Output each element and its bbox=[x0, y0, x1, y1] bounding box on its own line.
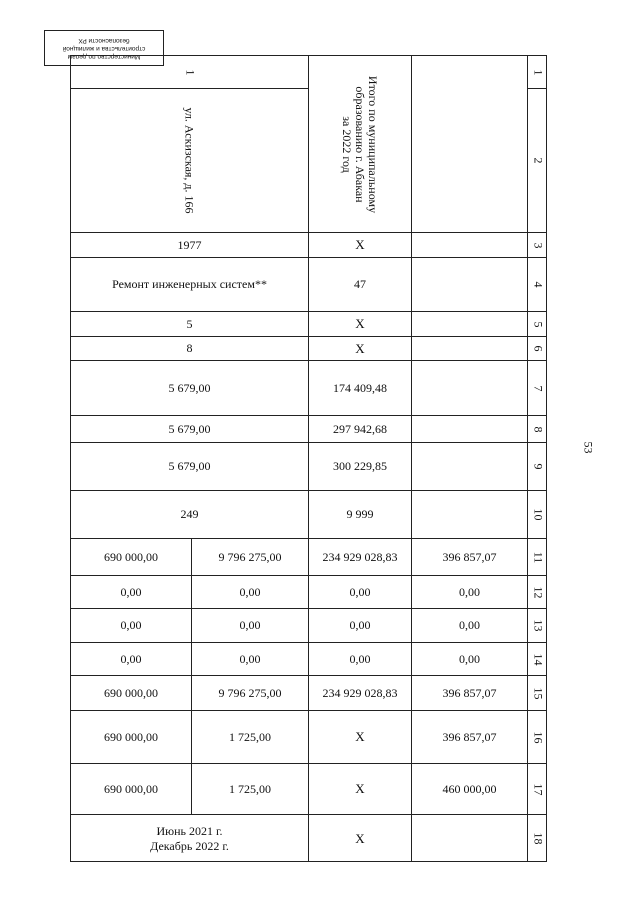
row-number: 5 bbox=[527, 311, 547, 336]
row-number: 10 bbox=[527, 490, 547, 538]
empty-cell bbox=[411, 814, 527, 862]
value-cell: 1 725,00 bbox=[191, 710, 308, 763]
period-cell bbox=[70, 814, 308, 862]
total-cell: 47 bbox=[308, 257, 411, 311]
value-cell: 1 725,00 bbox=[191, 763, 308, 814]
value-cell: 0,00 bbox=[191, 608, 308, 642]
header-address: ул. Аскизская, д. 166 bbox=[70, 88, 308, 232]
row-number: 3 bbox=[527, 232, 547, 257]
value-cell: 0,00 bbox=[70, 575, 191, 608]
work-type-cell: Ремонт инженерных систем** bbox=[70, 257, 308, 311]
header-title-line: образованию г. Абакан bbox=[353, 85, 368, 203]
total-cell: Х bbox=[308, 336, 411, 360]
value-cell: 5 679,00 bbox=[70, 415, 308, 442]
value-cell: 5 679,00 bbox=[70, 360, 308, 415]
value-cell: 0,00 bbox=[411, 608, 527, 642]
value-cell: 0,00 bbox=[411, 642, 527, 675]
page-number: 53 bbox=[581, 441, 596, 454]
value-cell: 8 bbox=[70, 336, 308, 360]
value-cell: 690 000,00 bbox=[70, 675, 191, 710]
value-cell: 396 857,07 bbox=[411, 675, 527, 710]
row-number: 2 bbox=[527, 88, 547, 232]
total-cell: 174 409,48 bbox=[308, 360, 411, 415]
row-number: 6 bbox=[527, 336, 547, 360]
empty-cell bbox=[411, 442, 527, 490]
total-cell: Х bbox=[308, 311, 411, 336]
row-number: 9 bbox=[527, 442, 547, 490]
value-cell: 690 000,00 bbox=[70, 763, 191, 814]
total-cell: 234 929 028,83 bbox=[308, 538, 411, 575]
header-title-line: Итого по муниципальному bbox=[366, 75, 381, 213]
value-cell: 0,00 bbox=[191, 642, 308, 675]
row-number: 11 bbox=[527, 538, 547, 575]
empty-cell bbox=[411, 360, 527, 415]
total-cell: 300 229,85 bbox=[308, 442, 411, 490]
total-cell: Х bbox=[308, 232, 411, 257]
total-cell: Х bbox=[308, 710, 411, 763]
value-cell: 0,00 bbox=[70, 608, 191, 642]
value-cell: 0,00 bbox=[191, 575, 308, 608]
row-number: 15 bbox=[527, 675, 547, 710]
total-cell: Х bbox=[308, 814, 411, 862]
value-cell: 460 000,00 bbox=[411, 763, 527, 814]
value-cell: 5 679,00 bbox=[70, 442, 308, 490]
header-title-line: за 2022 год bbox=[340, 115, 355, 173]
row-number: 12 bbox=[527, 575, 547, 608]
empty-cell bbox=[411, 232, 527, 257]
total-cell: 0,00 bbox=[308, 608, 411, 642]
data-table bbox=[70, 55, 547, 862]
row-number: 8 bbox=[527, 415, 547, 442]
year-cell: 1977 bbox=[70, 232, 308, 257]
value-cell: 5 bbox=[70, 311, 308, 336]
header-col-number: 1 bbox=[70, 55, 308, 88]
row-number: 7 bbox=[527, 360, 547, 415]
total-cell: 297 942,68 bbox=[308, 415, 411, 442]
header-empty bbox=[411, 55, 527, 232]
total-cell: 9 999 bbox=[308, 490, 411, 538]
value-cell: 0,00 bbox=[411, 575, 527, 608]
empty-cell bbox=[411, 311, 527, 336]
row-number: 13 bbox=[527, 608, 547, 642]
value-cell: 0,00 bbox=[70, 642, 191, 675]
empty-cell bbox=[411, 336, 527, 360]
row-number: 1 bbox=[527, 55, 547, 88]
empty-cell bbox=[411, 490, 527, 538]
value-cell: 396 857,07 bbox=[411, 710, 527, 763]
row-number: 18 bbox=[527, 814, 547, 862]
total-cell: Х bbox=[308, 763, 411, 814]
value-cell: 690 000,00 bbox=[70, 538, 191, 575]
empty-cell bbox=[411, 257, 527, 311]
value-cell: 690 000,00 bbox=[70, 710, 191, 763]
row-number: 4 bbox=[527, 257, 547, 311]
total-cell: 0,00 bbox=[308, 642, 411, 675]
total-cell: 234 929 028,83 bbox=[308, 675, 411, 710]
period-end: Декабрь 2022 г. bbox=[150, 838, 229, 853]
value-cell: 9 796 275,00 bbox=[191, 538, 308, 575]
stamp-line: строительства и жилищной bbox=[62, 45, 146, 52]
row-number: 17 bbox=[527, 763, 547, 814]
value-cell: 249 bbox=[70, 490, 308, 538]
row-number: 14 bbox=[527, 642, 547, 675]
row-number: 16 bbox=[527, 710, 547, 763]
value-cell: 396 857,07 bbox=[411, 538, 527, 575]
stamp-line: безопасности РХ bbox=[78, 37, 130, 44]
value-cell: 9 796 275,00 bbox=[191, 675, 308, 710]
stamp-line: Министерство по делам bbox=[67, 53, 141, 60]
total-cell: 0,00 bbox=[308, 575, 411, 608]
header-total-title bbox=[308, 55, 411, 232]
period-start: Июнь 2021 г. bbox=[156, 823, 223, 838]
empty-cell bbox=[411, 415, 527, 442]
